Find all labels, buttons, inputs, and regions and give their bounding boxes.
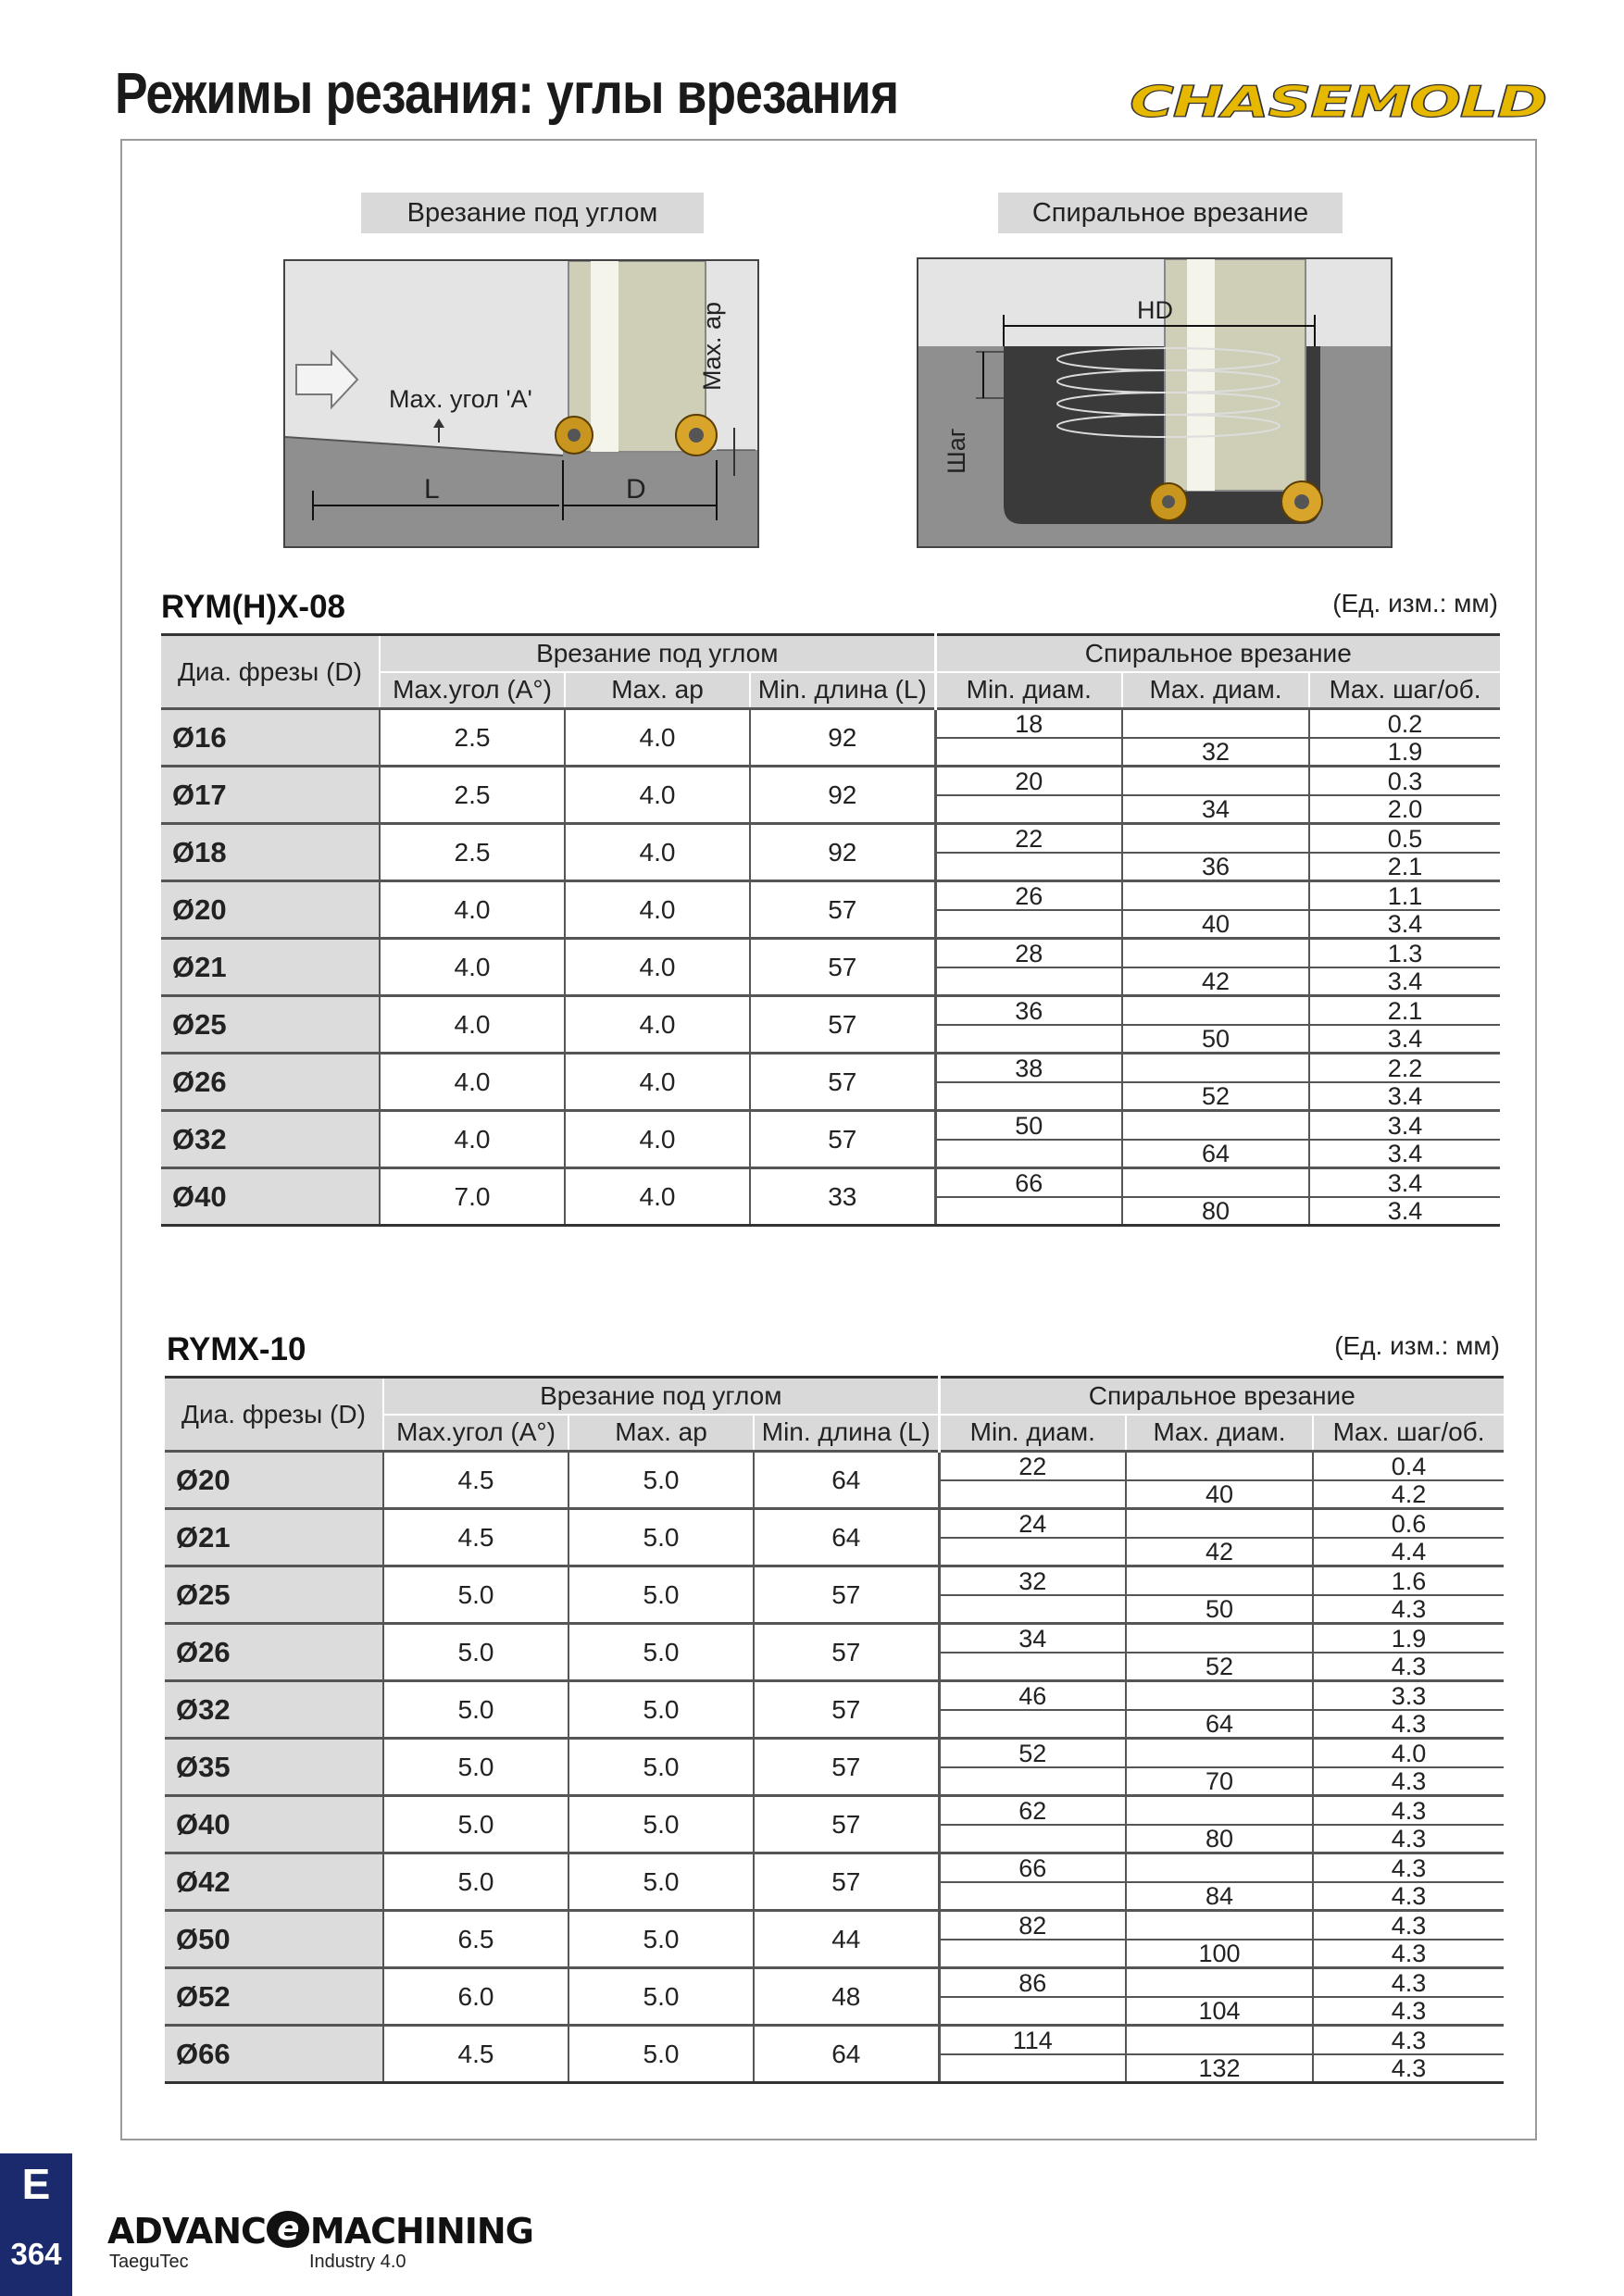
min-dia-empty [935, 1140, 1122, 1168]
pitch-at-min-dia: 3.4 [1309, 1168, 1500, 1197]
min-length-value: 33 [750, 1168, 935, 1226]
min-dia-empty [939, 1767, 1126, 1796]
max-angle-value: 4.0 [380, 1054, 565, 1111]
min-length-value: 92 [750, 824, 935, 881]
min-length-value: 64 [754, 2026, 939, 2083]
table-row [161, 996, 1500, 1025]
min-length-value: 57 [750, 1054, 935, 1111]
helical-diagram [917, 257, 1393, 548]
max-ap-value: 5.0 [568, 1968, 754, 2026]
max-ap-value: 5.0 [568, 1911, 754, 1968]
table-row [161, 939, 1500, 967]
cutter-diameter: Ø18 [161, 824, 380, 881]
max-dia-empty [1126, 1681, 1313, 1710]
max-dia-value: 80 [1126, 1825, 1313, 1853]
min-dia-value: 18 [935, 709, 1122, 738]
max-dia-empty [1126, 1452, 1313, 1480]
min-dia-empty [939, 1825, 1126, 1853]
table-row [161, 1168, 1500, 1197]
max-dia-empty [1122, 767, 1309, 795]
max-ap-value: 4.0 [565, 709, 750, 767]
footer-brand-right: MACHINING [309, 2211, 533, 2252]
max-dia-empty [1126, 1796, 1313, 1825]
max-ap-value: 4.0 [565, 939, 750, 996]
max-angle-value: 5.0 [383, 1681, 568, 1739]
max-dia-value: 50 [1122, 1025, 1309, 1054]
min-dia-empty [939, 1653, 1126, 1681]
min-dia-value: 36 [935, 996, 1122, 1025]
ramping-diagram [283, 259, 759, 548]
table2-title: RYMX-10 [167, 1331, 306, 1367]
min-dia-value: 20 [935, 767, 1122, 795]
table-row [165, 1566, 1504, 1595]
min-dia-value: 82 [939, 1911, 1126, 1940]
max-ap-value: 5.0 [568, 2026, 754, 2083]
table-row [165, 1853, 1504, 1882]
max-dia-empty [1126, 1739, 1313, 1767]
min-length-value: 64 [754, 1509, 939, 1566]
max-angle-value: 5.0 [383, 1739, 568, 1796]
pitch-at-min-dia: 0.5 [1309, 824, 1500, 853]
max-dia-empty [1122, 996, 1309, 1025]
min-dia-value: 22 [935, 824, 1122, 853]
max-ap-value: 4.0 [565, 996, 750, 1054]
cutter-diameter: Ø42 [165, 1853, 383, 1911]
pitch-at-max-dia: 4.3 [1313, 1825, 1504, 1853]
pitch-at-min-dia: 0.3 [1309, 767, 1500, 795]
max-ap-value: 5.0 [568, 1624, 754, 1681]
pitch-at-max-dia: 4.2 [1313, 1480, 1504, 1509]
header-max-pitch: Max. шаг/об. [1313, 1415, 1504, 1452]
max-angle-value: 6.5 [383, 1911, 568, 1968]
max-dia-empty [1126, 1509, 1313, 1538]
pitch-at-max-dia: 1.9 [1309, 738, 1500, 767]
page-title: Режимы резания: углы врезания [115, 62, 899, 126]
min-length-value: 57 [754, 1796, 939, 1853]
table-row [165, 2026, 1504, 2054]
pitch-at-max-dia: 3.4 [1309, 1197, 1500, 1226]
min-dia-empty [935, 795, 1122, 824]
pitch-at-min-dia: 4.3 [1313, 1796, 1504, 1825]
pitch-at-max-dia: 4.3 [1313, 1710, 1504, 1739]
min-length-value: 57 [750, 939, 935, 996]
pitch-at-max-dia: 4.3 [1313, 1767, 1504, 1796]
min-length-value: 44 [754, 1911, 939, 1968]
max-angle-value: 4.5 [383, 1509, 568, 1566]
max-dia-empty [1122, 939, 1309, 967]
max-angle-value: 4.0 [380, 881, 565, 939]
cutter-diameter: Ø26 [165, 1624, 383, 1681]
page-number: 364 [10, 2237, 62, 2271]
max-dia-value: 40 [1122, 910, 1309, 939]
min-dia-empty [935, 853, 1122, 881]
footer-brand-e: e [267, 2211, 309, 2248]
max-dia-value: 132 [1126, 2054, 1313, 2083]
cutter-diameter: Ø25 [165, 1566, 383, 1624]
max-ap-value: 4.0 [565, 1168, 750, 1226]
l-label: L [424, 474, 440, 505]
max-dia-empty [1122, 881, 1309, 910]
min-dia-value: 24 [939, 1509, 1126, 1538]
pitch-at-max-dia: 4.3 [1313, 1882, 1504, 1911]
max-ap-value: 5.0 [568, 1796, 754, 1853]
pitch-at-min-dia: 3.3 [1313, 1681, 1504, 1710]
table1-unit: (Ед. изм.: мм) [1332, 589, 1498, 618]
header-max-ap: Max. ap [568, 1415, 754, 1452]
header-dia: Диа. фрезы (D) [165, 1378, 383, 1452]
helical-caption: Спиральное врезание [998, 193, 1343, 233]
cutter-diameter: Ø16 [161, 709, 380, 767]
max-ap-value: 5.0 [568, 1853, 754, 1911]
min-dia-value: 46 [939, 1681, 1126, 1710]
min-dia-empty [935, 967, 1122, 996]
max-ap-value: 5.0 [568, 1509, 754, 1566]
min-length-value: 64 [754, 1452, 939, 1509]
header-max-angle: Max.угол (A°) [383, 1415, 568, 1452]
max-ap-value: 4.0 [565, 824, 750, 881]
min-length-value: 57 [750, 881, 935, 939]
table-row [165, 1624, 1504, 1653]
section-tab [0, 2153, 72, 2296]
max-angle-value: 5.0 [383, 1566, 568, 1624]
min-length-value: 92 [750, 709, 935, 767]
min-dia-empty [939, 1480, 1126, 1509]
max-angle-value: 5.0 [383, 1796, 568, 1853]
max-dia-value: 64 [1126, 1710, 1313, 1739]
pitch-at-max-dia: 4.4 [1313, 1538, 1504, 1566]
max-dia-value: 100 [1126, 1940, 1313, 1968]
max-dia-value: 52 [1126, 1653, 1313, 1681]
min-dia-value: 22 [939, 1452, 1126, 1480]
min-dia-empty [939, 1710, 1126, 1739]
svg-text:CHASEMOLD: CHASEMOLD [1130, 77, 1546, 126]
min-length-value: 57 [750, 996, 935, 1054]
min-dia-value: 32 [939, 1566, 1126, 1595]
header-max-dia: Max. диам. [1126, 1415, 1313, 1452]
max-dia-empty [1122, 1111, 1309, 1140]
max-dia-empty [1122, 1054, 1309, 1082]
max-dia-value: 50 [1126, 1595, 1313, 1624]
table-row [165, 1739, 1504, 1767]
max-angle-value: 6.0 [383, 1968, 568, 2026]
cutter-diameter: Ø50 [165, 1911, 383, 1968]
hd-label: HD [1137, 296, 1173, 324]
table2-unit: (Ед. изм.: мм) [1334, 1331, 1500, 1360]
ramping-caption: Врезание под углом [361, 193, 704, 233]
header-dia: Диа. фрезы (D) [161, 635, 380, 709]
table-row [161, 709, 1500, 738]
pitch-at-min-dia: 1.1 [1309, 881, 1500, 910]
header-max-dia: Max. диам. [1122, 672, 1309, 709]
pitch-at-max-dia: 3.4 [1309, 1140, 1500, 1168]
pitch-at-min-dia: 4.3 [1313, 1968, 1504, 1997]
table-row [161, 1054, 1500, 1082]
min-dia-empty [939, 2054, 1126, 2083]
max-angle-value: 2.5 [380, 767, 565, 824]
min-dia-empty [939, 1940, 1126, 1968]
max-dia-value: 42 [1122, 967, 1309, 996]
cutter-diameter: Ø21 [165, 1509, 383, 1566]
max-dia-empty [1122, 709, 1309, 738]
pitch-at-min-dia: 2.2 [1309, 1054, 1500, 1082]
max-dia-value: 70 [1126, 1767, 1313, 1796]
max-angle-value: 2.5 [380, 824, 565, 881]
max-dia-empty [1122, 1168, 1309, 1197]
ap-label: Max. ap [698, 301, 726, 391]
max-angle-value: 2.5 [380, 709, 565, 767]
max-ap-value: 5.0 [568, 1739, 754, 1796]
min-dia-value: 86 [939, 1968, 1126, 1997]
table-row [165, 1452, 1504, 1480]
cutter-diameter: Ø32 [165, 1681, 383, 1739]
pitch-at-min-dia: 4.3 [1313, 1853, 1504, 1882]
max-angle-value: 7.0 [380, 1168, 565, 1226]
max-dia-empty [1126, 1968, 1313, 1997]
header-max-ap: Max. ap [565, 672, 750, 709]
max-dia-value: 80 [1122, 1197, 1309, 1226]
max-ap-value: 5.0 [568, 1452, 754, 1509]
pitch-at-max-dia: 4.3 [1313, 1595, 1504, 1624]
min-dia-value: 28 [935, 939, 1122, 967]
pitch-at-min-dia: 3.4 [1309, 1111, 1500, 1140]
max-dia-value: 42 [1126, 1538, 1313, 1566]
cutter-diameter: Ø20 [161, 881, 380, 939]
header-helical-group: Спиральное врезание [935, 635, 1500, 672]
cutter-diameter: Ø35 [165, 1739, 383, 1796]
min-length-value: 57 [754, 1566, 939, 1624]
cutter-diameter: Ø52 [165, 1968, 383, 2026]
footer-taegutec: TaeguTec [109, 2252, 189, 2272]
header-min-length: Min. длина (L) [750, 672, 935, 709]
min-length-value: 92 [750, 767, 935, 824]
min-dia-value: 66 [935, 1168, 1122, 1197]
max-dia-value: 34 [1122, 795, 1309, 824]
min-dia-empty [935, 1025, 1122, 1054]
min-dia-empty [939, 1882, 1126, 1911]
pitch-at-min-dia: 2.1 [1309, 996, 1500, 1025]
cutter-diameter: Ø26 [161, 1054, 380, 1111]
d-label: D [626, 474, 646, 505]
pitch-at-max-dia: 2.1 [1309, 853, 1500, 881]
pitch-at-max-dia: 3.4 [1309, 910, 1500, 939]
max-dia-value: 84 [1126, 1882, 1313, 1911]
min-dia-value: 50 [935, 1111, 1122, 1140]
max-dia-value: 64 [1122, 1140, 1309, 1168]
max-ap-value: 5.0 [568, 1681, 754, 1739]
pitch-at-min-dia: 4.0 [1313, 1739, 1504, 1767]
min-dia-empty [939, 1997, 1126, 2026]
min-length-value: 57 [750, 1111, 935, 1168]
cutter-diameter: Ø40 [161, 1168, 380, 1226]
table-row [165, 1509, 1504, 1538]
max-dia-value: 104 [1126, 1997, 1313, 2026]
header-min-dia: Min. диам. [939, 1415, 1126, 1452]
table-row [161, 1111, 1500, 1140]
cutter-diameter: Ø21 [161, 939, 380, 996]
max-angle-value: 5.0 [383, 1624, 568, 1681]
max-dia-empty [1126, 1624, 1313, 1653]
min-dia-empty [939, 1595, 1126, 1624]
table-row [161, 767, 1500, 795]
min-dia-value: 38 [935, 1054, 1122, 1082]
cutter-diameter: Ø17 [161, 767, 380, 824]
max-dia-empty [1126, 1566, 1313, 1595]
advance-machining-logo [107, 2210, 533, 2277]
header-helical-group: Спиральное врезание [939, 1378, 1504, 1415]
pitch-at-max-dia: 4.3 [1313, 1653, 1504, 1681]
header-ramping-group: Врезание под углом [383, 1378, 939, 1415]
pitch-at-max-dia: 4.3 [1313, 1940, 1504, 1968]
min-dia-value: 52 [939, 1739, 1126, 1767]
table-row [165, 1681, 1504, 1710]
cutter-diameter: Ø20 [165, 1452, 383, 1509]
content-frame [120, 139, 1537, 2140]
pitch-at-max-dia: 3.4 [1309, 967, 1500, 996]
max-dia-empty [1126, 1911, 1313, 1940]
max-dia-empty [1126, 1853, 1313, 1882]
pitch-at-max-dia: 3.4 [1309, 1082, 1500, 1111]
max-ap-value: 4.0 [565, 881, 750, 939]
cutter-diameter: Ø40 [165, 1796, 383, 1853]
max-ap-value: 4.0 [565, 1111, 750, 1168]
min-length-value: 57 [754, 1681, 939, 1739]
pitch-at-max-dia: 4.3 [1313, 1997, 1504, 2026]
table-row [165, 1796, 1504, 1825]
max-dia-empty [1122, 824, 1309, 853]
min-length-value: 57 [754, 1853, 939, 1911]
header-min-dia: Min. диам. [935, 672, 1122, 709]
max-dia-value: 40 [1126, 1480, 1313, 1509]
table-row [165, 1911, 1504, 1940]
table1-title: RYM(H)X-08 [161, 589, 345, 625]
min-dia-empty [935, 1082, 1122, 1111]
pitch-at-min-dia: 0.2 [1309, 709, 1500, 738]
table-row [165, 1968, 1504, 1997]
pitch-at-min-dia: 4.3 [1313, 1911, 1504, 1940]
cutter-diameter: Ø66 [165, 2026, 383, 2083]
table-row [161, 881, 1500, 910]
min-dia-value: 66 [939, 1853, 1126, 1882]
section-letter: E [21, 2160, 51, 2208]
pitch-at-min-dia: 0.4 [1313, 1452, 1504, 1480]
min-dia-empty [935, 738, 1122, 767]
min-length-value: 48 [754, 1968, 939, 2026]
pitch-at-min-dia: 1.3 [1309, 939, 1500, 967]
pitch-at-max-dia: 2.0 [1309, 795, 1500, 824]
max-angle-value: 4.5 [383, 2026, 568, 2083]
table-row [161, 824, 1500, 853]
min-dia-empty [939, 1538, 1126, 1566]
footer-brand-left: ADVANC [107, 2211, 266, 2252]
pitch-at-min-dia: 1.9 [1313, 1624, 1504, 1653]
pitch-label: Шаг [943, 428, 970, 474]
max-angle-value: 4.0 [380, 1111, 565, 1168]
cutter-diameter: Ø25 [161, 996, 380, 1054]
min-dia-value: 26 [935, 881, 1122, 910]
max-dia-value: 32 [1122, 738, 1309, 767]
header-max-pitch: Max. шаг/об. [1309, 672, 1500, 709]
max-dia-value: 36 [1122, 853, 1309, 881]
max-angle-value: 4.5 [383, 1452, 568, 1509]
min-dia-value: 114 [939, 2026, 1126, 2054]
pitch-at-min-dia: 4.3 [1313, 2026, 1504, 2054]
rymx10-table [165, 1376, 1504, 2084]
min-dia-value: 62 [939, 1796, 1126, 1825]
max-ap-value: 4.0 [565, 1054, 750, 1111]
pitch-at-max-dia: 3.4 [1309, 1025, 1500, 1054]
header-min-length: Min. длина (L) [754, 1415, 939, 1452]
max-angle-value: 4.0 [380, 996, 565, 1054]
rymhx08-table [161, 633, 1500, 1227]
min-dia-empty [935, 910, 1122, 939]
cutter-diameter: Ø32 [161, 1111, 380, 1168]
pitch-at-max-dia: 4.3 [1313, 2054, 1504, 2083]
angle-label: Max. угол 'A' [389, 385, 532, 413]
max-angle-value: 4.0 [380, 939, 565, 996]
min-length-value: 57 [754, 1739, 939, 1796]
header-ramping-group: Врезание под углом [380, 635, 935, 672]
max-dia-empty [1126, 2026, 1313, 2054]
max-ap-value: 5.0 [568, 1566, 754, 1624]
pitch-at-min-dia: 0.6 [1313, 1509, 1504, 1538]
header-max-angle: Max.угол (A°) [380, 672, 565, 709]
min-length-value: 57 [754, 1624, 939, 1681]
min-dia-empty [935, 1197, 1122, 1226]
max-ap-value: 4.0 [565, 767, 750, 824]
max-dia-value: 52 [1122, 1082, 1309, 1111]
pitch-at-min-dia: 1.6 [1313, 1566, 1504, 1595]
footer-industry: Industry 4.0 [309, 2252, 406, 2272]
chasemold-logo [1128, 74, 1554, 126]
min-dia-value: 34 [939, 1624, 1126, 1653]
max-angle-value: 5.0 [383, 1853, 568, 1911]
